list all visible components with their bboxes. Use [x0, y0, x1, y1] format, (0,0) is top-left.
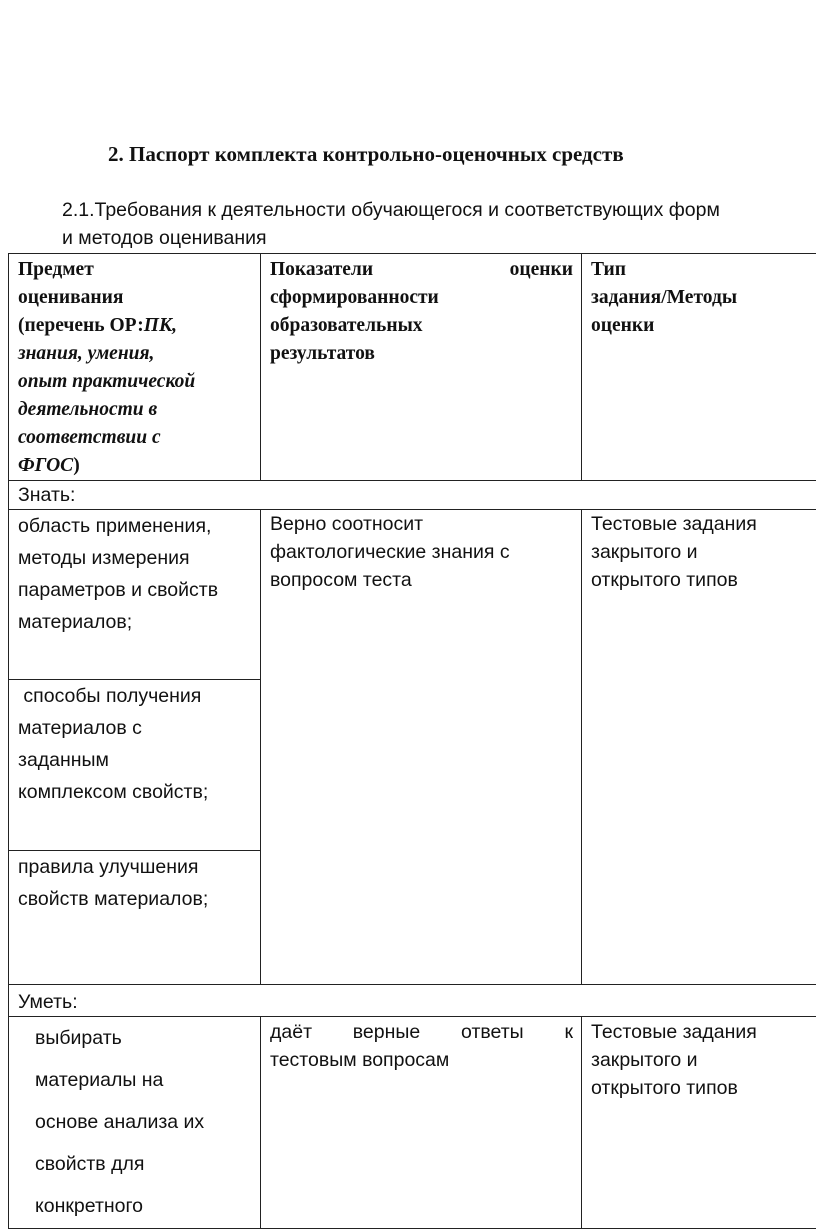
header-text-line: образовательных: [270, 312, 573, 340]
cell-text-line: свойств материалов;: [18, 883, 252, 915]
header-task-type-methods: [582, 254, 816, 481]
header-text-line: оценки: [591, 312, 808, 340]
cell-text-line: заданным: [18, 744, 252, 776]
cell-text-line: конкретного: [18, 1185, 252, 1227]
header-text-fragment: оценки: [510, 259, 573, 280]
table-header-row: [9, 254, 816, 481]
cell-text-line: закрытого и: [591, 1046, 808, 1074]
header-text-line: Тип: [591, 256, 808, 284]
header-text-line: деятельности в: [18, 396, 252, 424]
header-text-fragment: (перечень ОР:: [18, 315, 144, 336]
cell-text-line: Тестовые задания: [591, 1018, 808, 1046]
cell-text-line: материалы на: [18, 1059, 252, 1101]
header-text-line: соответствии с: [18, 424, 252, 452]
header-subject-of-assessment: [9, 254, 261, 481]
cell-text-line: параметров и свойств: [18, 574, 252, 606]
know-indicator: [261, 510, 582, 985]
header-text-line: задания/Методы: [591, 284, 808, 312]
header-text-line: [270, 256, 573, 284]
cell-text-line: материалов с: [18, 712, 252, 744]
section-subtitle: [62, 196, 816, 252]
cell-text-line: Тестовые задания: [591, 510, 808, 538]
know-method: [582, 510, 816, 985]
cell-text-line: открытого типов: [591, 1074, 808, 1102]
header-text-line: результатов: [270, 340, 573, 368]
header-indicators: [261, 254, 582, 481]
can-item-1: [9, 1017, 261, 1229]
section-label-know: Знать:: [9, 481, 816, 510]
cell-text-line: закрытого и: [591, 538, 808, 566]
subtitle-line-2: и методов оценивания: [62, 224, 816, 252]
cell-text-line: правила улучшения: [18, 851, 252, 883]
can-indicator: [261, 1017, 582, 1229]
cell-text-line: методы измерения: [18, 542, 252, 574]
header-text-fragment: ПК,: [144, 315, 177, 336]
cell-text-line: даёт верные ответы к: [270, 1018, 573, 1046]
cell-text-line: область применения,: [18, 510, 252, 542]
header-text-fragment: ): [73, 455, 80, 476]
cell-text-line: основе анализа их: [18, 1101, 252, 1143]
can-method: [582, 1017, 816, 1229]
know-item-3: [9, 851, 261, 985]
header-text-fragment: ФГОС: [18, 455, 73, 476]
subtitle-line-1: 2.1.Требования к деятельности обучающегося и соответствующих форм: [62, 196, 816, 224]
section-row-can: [9, 985, 816, 1017]
cell-text-line: Верно соотносит: [270, 510, 573, 538]
section-label-can: Уметь:: [9, 985, 816, 1017]
table-row: [9, 510, 816, 680]
header-text-line: оценивания: [18, 284, 252, 312]
cell-text-line: фактологические знания с: [270, 538, 573, 566]
cell-text-line: способы получения: [18, 680, 252, 712]
table-row: [9, 1017, 816, 1229]
cell-text-line: материалов;: [18, 606, 252, 638]
cell-text-line: вопросом теста: [270, 566, 573, 594]
cell-text-line: выбирать: [18, 1017, 252, 1059]
assessment-passport-table: [8, 253, 816, 1229]
header-text-line: Предмет: [18, 256, 252, 284]
cell-text-line: открытого типов: [591, 566, 808, 594]
know-item-2: [9, 680, 261, 851]
header-text-line: [18, 312, 252, 340]
cell-text-line: свойств для: [18, 1143, 252, 1185]
know-item-1: [9, 510, 261, 680]
header-text-line: сформированности: [270, 284, 573, 312]
section-row-know: [9, 481, 816, 510]
header-text-fragment: Показатели: [270, 259, 373, 280]
cell-text-line: тестовым вопросам: [270, 1046, 573, 1074]
header-text-line: знания, умения,: [18, 340, 252, 368]
header-text-line: [18, 452, 252, 480]
header-text-line: опыт практической: [18, 368, 252, 396]
cell-text-line: комплексом свойств;: [18, 776, 252, 808]
page-title: 2. Паспорт комплекта контрольно-оценочных средств: [108, 142, 624, 167]
